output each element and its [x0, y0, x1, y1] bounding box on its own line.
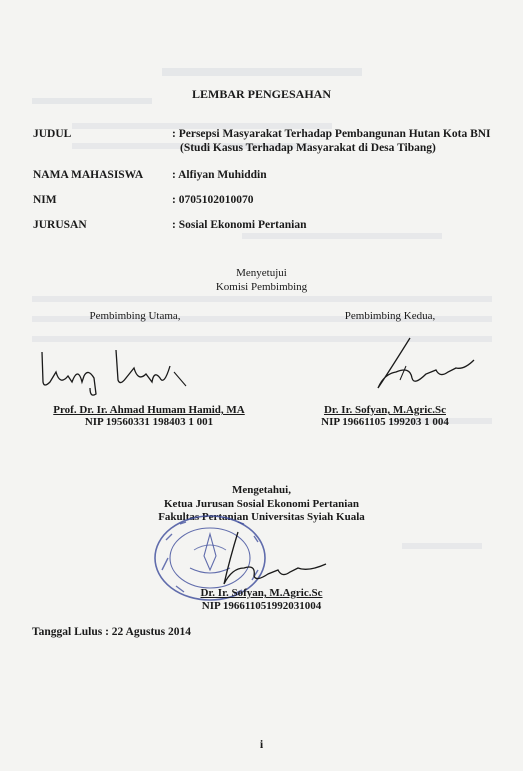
approval-line2: Komisi Pembimbing	[215, 281, 308, 293]
signature-main-supervisor	[38, 342, 188, 400]
supervisor-main-nip: NIP 19560331 198403 1 001	[84, 416, 214, 428]
nim-label: NIM	[33, 194, 57, 206]
judul-label: JUDUL	[33, 128, 72, 140]
head-of-department-name: Dr. Ir. Sofyan, M.Agric.Sc	[200, 587, 323, 599]
acknowledged-line3: Fakultas Pertanian Universitas Syiah Kuala	[158, 511, 365, 523]
document-title: LEMBAR PENGESAHAN	[191, 87, 331, 101]
supervisor-second-name: Dr. Ir. Sofyan, M.Agric.Sc	[323, 404, 446, 416]
acknowledged-line2: Ketua Jurusan Sosial Ekonomi Pertanian	[164, 498, 359, 510]
nim-value: : 0705102010070	[172, 194, 254, 206]
judul-value-line1: : Persepsi Masyarakat Terhadap Pembangunan Hutan Kota BNI	[172, 128, 491, 140]
nama-mahasiswa-value: : Alfiyan Muhiddin	[172, 169, 267, 181]
judul-value-line2: (Studi Kasus Terhadap Masyarakat di Desa Tibang)	[180, 142, 436, 154]
head-of-department-nip: NIP 196611051992031004	[201, 600, 322, 612]
graduation-date: Tanggal Lulus : 22 Agustus 2014	[32, 626, 192, 638]
supervisor-main-role: Pembimbing Utama,	[89, 310, 181, 322]
supervisor-second-role: Pembimbing Kedua,	[344, 310, 436, 322]
supervisor-main-name: Prof. Dr. Ir. Ahmad Humam Hamid, MA	[53, 404, 245, 416]
supervisor-second-nip: NIP 19661105 199203 1 004	[321, 416, 449, 428]
signature-second-supervisor	[370, 330, 480, 400]
page-number: i	[259, 737, 264, 751]
nama-mahasiswa-label: NAMA MAHASISWA	[33, 169, 144, 181]
jurusan-label: JURUSAN	[33, 219, 87, 231]
show-through-text	[32, 98, 492, 518]
approval-line1: Menyetujui	[236, 267, 287, 279]
jurusan-value: : Sosial Ekonomi Pertanian	[172, 219, 307, 231]
acknowledged-line1: Mengetahui,	[232, 484, 291, 496]
